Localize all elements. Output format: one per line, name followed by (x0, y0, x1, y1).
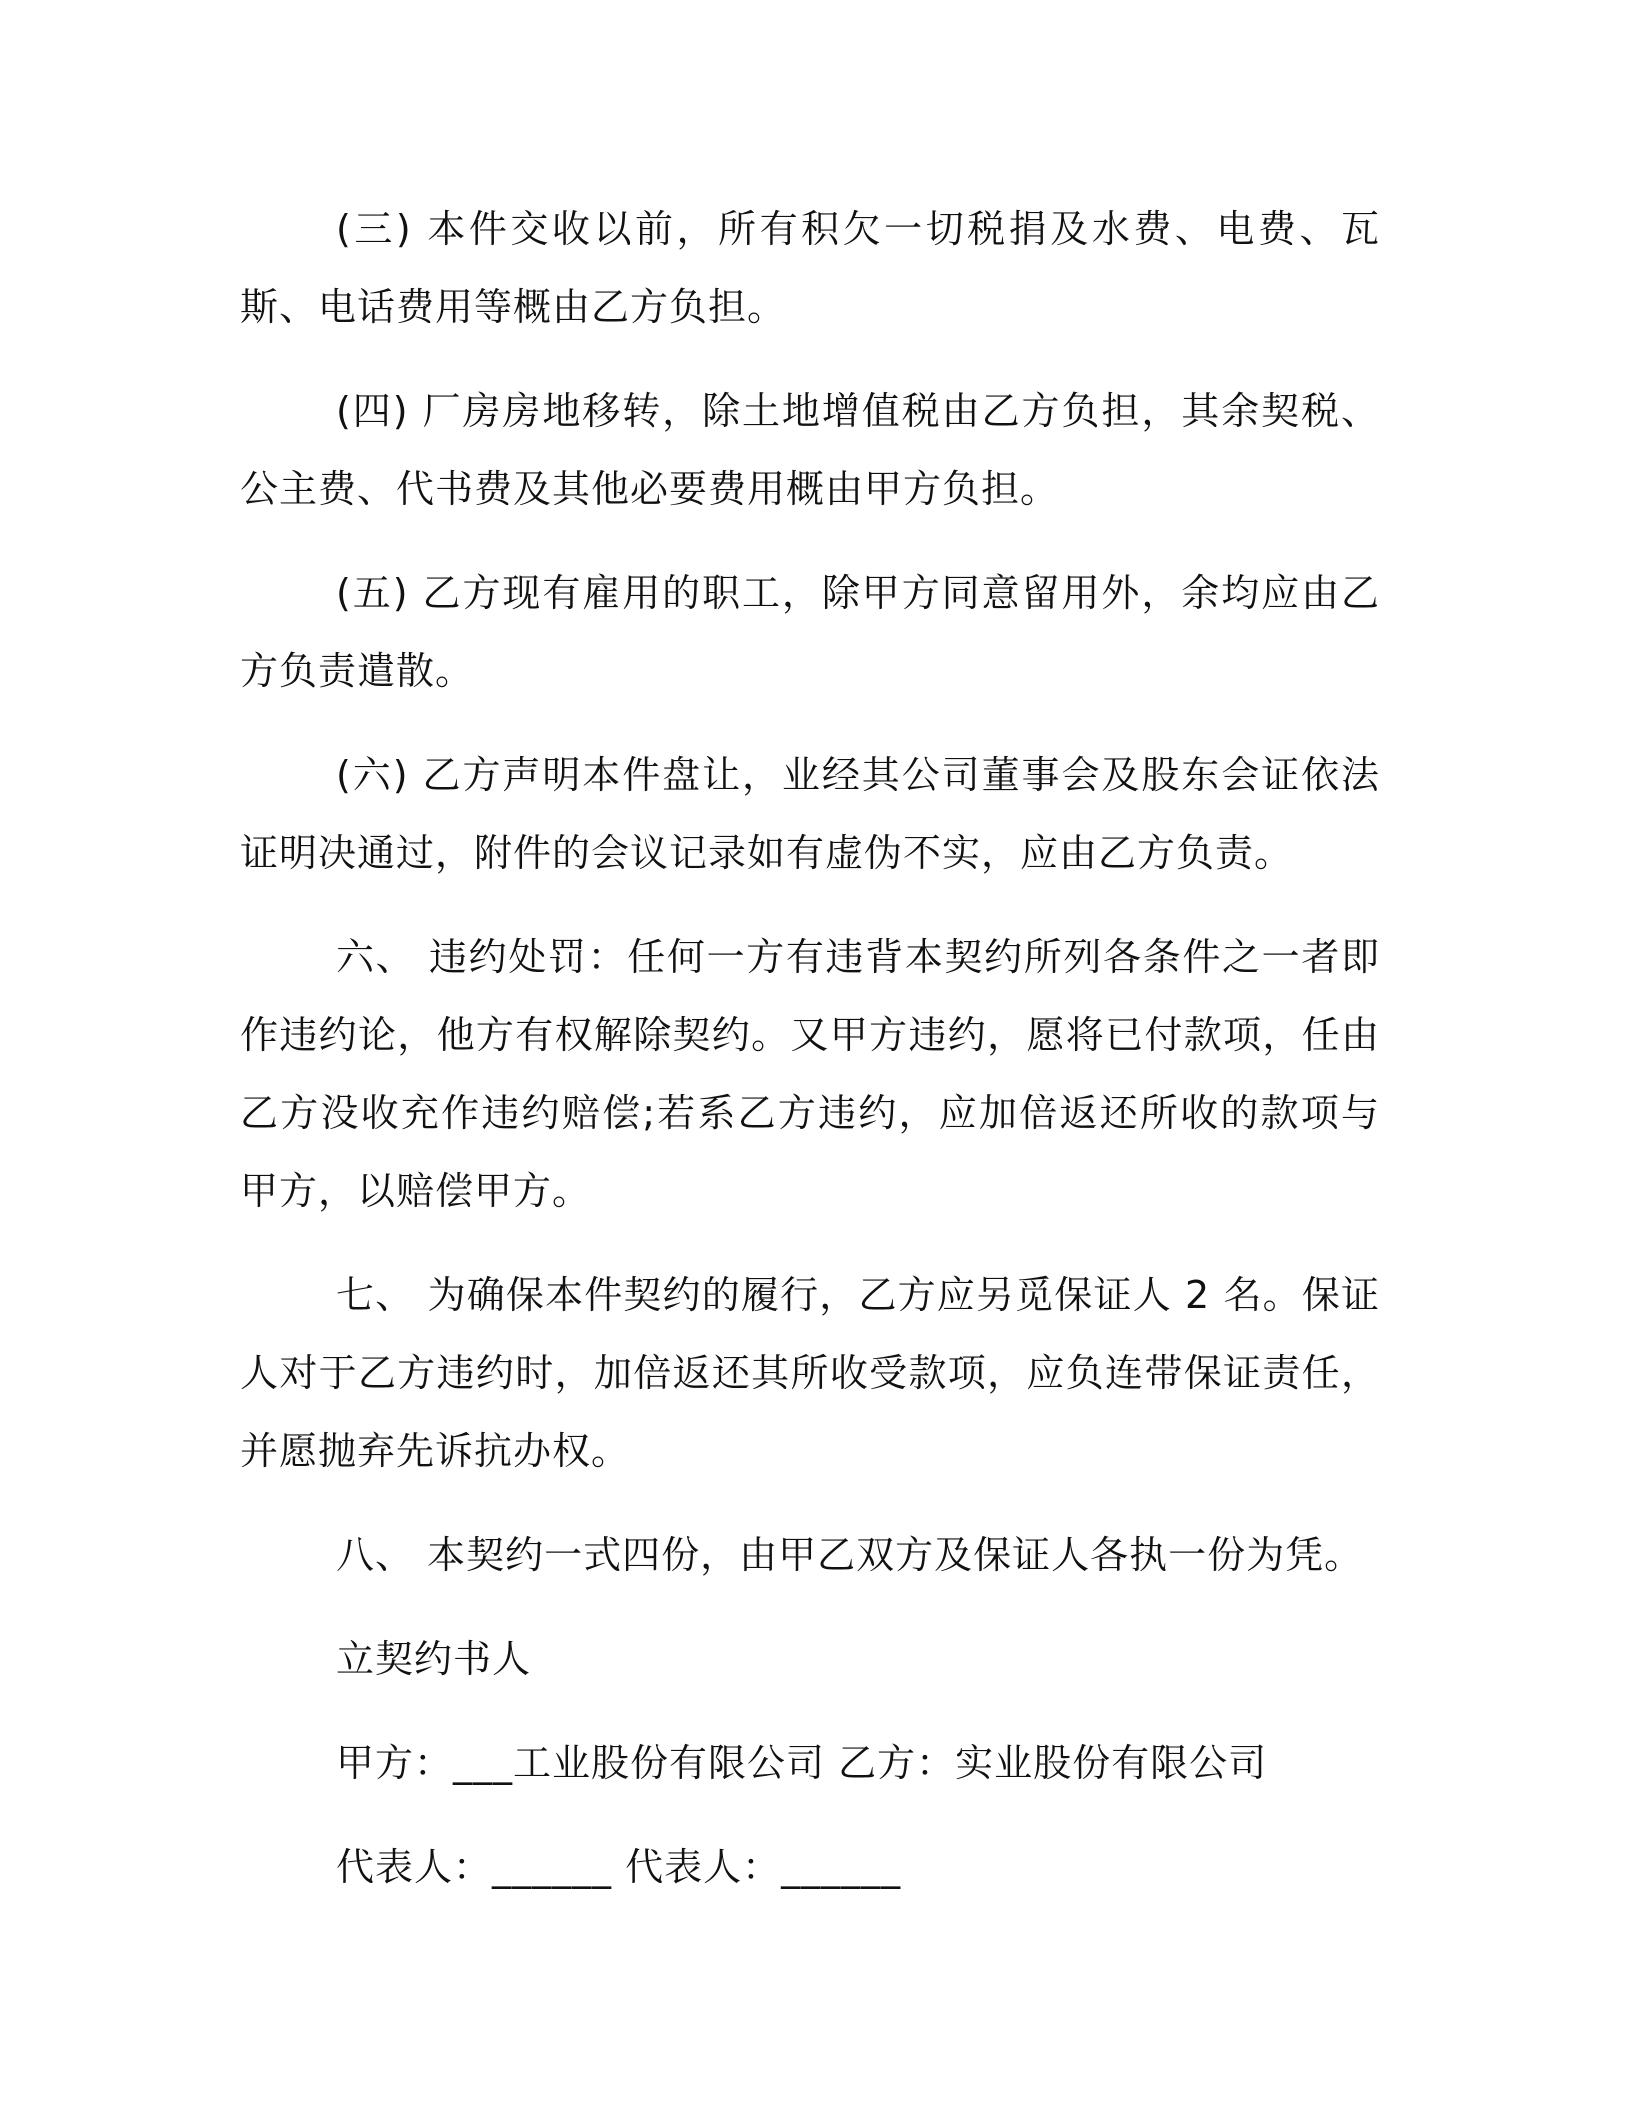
representatives-line: 代表人：______ 代表人：______ (336, 1845, 902, 1889)
document-body (240, 190, 1380, 1906)
clause-4-transfer-fees: (四) 厂房房地移转，除土地增值税由乙方负担，其余契税、公主费、代书费及其他必要费用概由甲方负担。 (240, 389, 1380, 511)
section-7-guarantors: 七、 为确保本件契约的履行，乙方应另觅保证人 2 名。保证人对于乙方违约时，加倍返还其所收受款项，应负连带保证责任，并愿抛弃先诉抗办权。 (240, 1273, 1380, 1473)
party-companies-line: 甲方：___工业股份有限公司 乙方：实业股份有限公司 (336, 1741, 1268, 1785)
clause-3-taxes: (三) 本件交收以前，所有积欠一切税捐及水费、电费、瓦斯、电话费用等概由乙方负担。 (240, 207, 1380, 329)
section-6-breach-penalty: 六、 违约处罚：任何一方有违背本契约所列各条件之一者即作违约论，他方有权解除契约。又甲方违约，愿将已付款项，任由乙方没收充作违约赔偿;若系乙方违约，应加倍返还所收的款项与甲方，以赔偿甲方。 (240, 935, 1380, 1213)
signatories-heading: 立契约书人 (336, 1637, 532, 1681)
section-8-copies: 八、 本契约一式四份，由甲乙双方及保证人各执一份为凭。 (336, 1533, 1364, 1577)
clause-5-employees: (五) 乙方现有雇用的职工，除甲方同意留用外，余均应由乙方负责遣散。 (240, 571, 1380, 693)
clause-6-board-resolution: (六) 乙方声明本件盘让，业经其公司董事会及股东会证依法证明决通过，附件的会议记录如有虚伪不实，应由乙方负责。 (240, 753, 1380, 875)
